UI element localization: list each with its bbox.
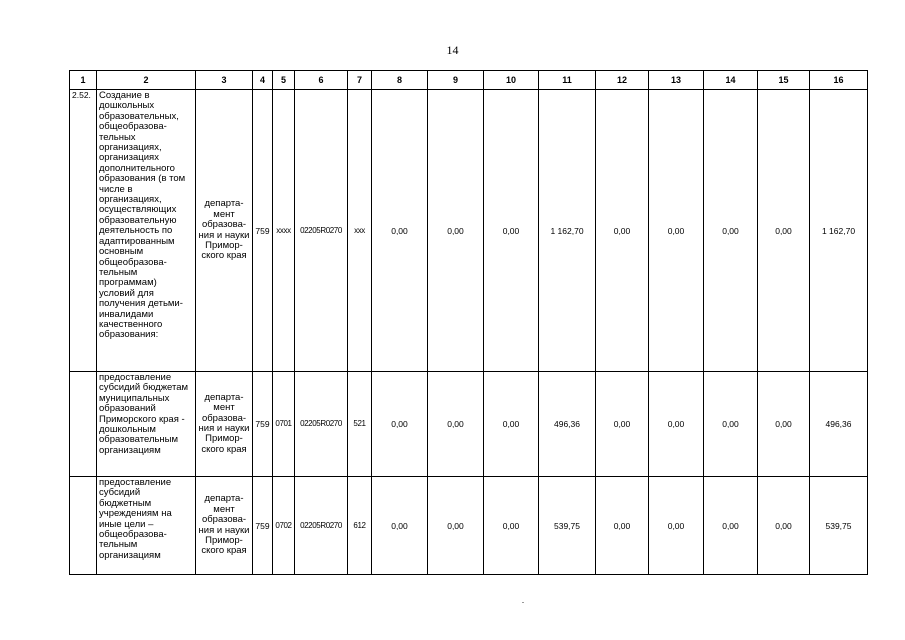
column-header: 11 (539, 71, 596, 90)
cell-total: 539,75 (810, 477, 868, 575)
cell-value: 0,00 (428, 90, 484, 372)
cell-value: 0,00 (758, 372, 810, 477)
column-header: 12 (596, 71, 649, 90)
row-number: 2.52. (70, 90, 97, 372)
cell-vr: 521 (348, 372, 372, 477)
column-header: 13 (649, 71, 704, 90)
cell-vr: 612 (348, 477, 372, 575)
column-header: 5 (273, 71, 295, 90)
cell-value: 0,00 (649, 90, 704, 372)
cell-value: 496,36 (539, 372, 596, 477)
item-name: предоставление субсидий бюджетным учреждениям на иные цели – общеобразова-тельным организациям (97, 477, 196, 575)
cell-grbs: 759 (253, 372, 273, 477)
scan-speck (522, 602, 524, 603)
cell-value: 0,00 (596, 477, 649, 575)
column-header: 8 (372, 71, 428, 90)
table-row (70, 90, 868, 372)
cell-csr: 02205R0270 (295, 90, 348, 372)
cell-value: 0,00 (596, 372, 649, 477)
cell-value: 0,00 (596, 90, 649, 372)
cell-grbs: 759 (253, 90, 273, 372)
column-header: 1 (70, 71, 97, 90)
cell-value: 539,75 (539, 477, 596, 575)
column-header: 4 (253, 71, 273, 90)
cell-value: 0,00 (649, 372, 704, 477)
cell-total: 496,36 (810, 372, 868, 477)
cell-rzpr: 0701 (273, 372, 295, 477)
cell-value: 0,00 (484, 90, 539, 372)
page-number: 14 (446, 43, 459, 57)
executor: департа-мент образова-ния и науки Примор-ского края (196, 90, 253, 372)
column-header: 7 (348, 71, 372, 90)
column-header: 3 (196, 71, 253, 90)
column-header: 14 (704, 71, 758, 90)
cell-value: 0,00 (372, 90, 428, 372)
cell-csr: 02205R0270 (295, 372, 348, 477)
table-row (70, 372, 868, 477)
budget-table (69, 70, 868, 575)
table-row (70, 477, 868, 575)
cell-rzpr: 0702 (273, 477, 295, 575)
column-header: 10 (484, 71, 539, 90)
cell-value: 0,00 (428, 477, 484, 575)
cell-value: 0,00 (649, 477, 704, 575)
cell-csr: 02205R0270 (295, 477, 348, 575)
column-header: 2 (97, 71, 196, 90)
executor: департа-мент образова-ния и науки Примор-ского края (196, 477, 253, 575)
column-header: 9 (428, 71, 484, 90)
cell-value: 0,00 (704, 90, 758, 372)
row-number (70, 372, 97, 477)
cell-value: 0,00 (704, 372, 758, 477)
cell-total: 1 162,70 (810, 90, 868, 372)
item-name: Создание в дошкольных образовательных, общеобразова-тельных организациях, организациях дополнительного образования (в том числе в организациях, осуществляющих образовательную деятельность по адаптированным основным общеобразова-тельным программам) условий для получения детьми-инвалидами качественного образования: (97, 90, 196, 372)
item-name: предоставление субсидий бюджетам муниципальных образований Приморского края - дошкольным образовательным организациям (97, 372, 196, 477)
cell-value: 0,00 (372, 372, 428, 477)
cell-rzpr: xxxx (273, 90, 295, 372)
column-header: 16 (810, 71, 868, 90)
header-row (70, 71, 868, 90)
cell-value: 0,00 (484, 477, 539, 575)
cell-vr: xxx (348, 90, 372, 372)
cell-value: 0,00 (428, 372, 484, 477)
cell-value: 0,00 (704, 477, 758, 575)
cell-value: 0,00 (372, 477, 428, 575)
cell-value: 0,00 (758, 90, 810, 372)
column-header: 15 (758, 71, 810, 90)
row-number (70, 477, 97, 575)
column-header: 6 (295, 71, 348, 90)
executor: департа-мент образова-ния и науки Примор-ского края (196, 372, 253, 477)
cell-value: 0,00 (758, 477, 810, 575)
cell-grbs: 759 (253, 477, 273, 575)
cell-value: 0,00 (484, 372, 539, 477)
cell-value: 1 162,70 (539, 90, 596, 372)
